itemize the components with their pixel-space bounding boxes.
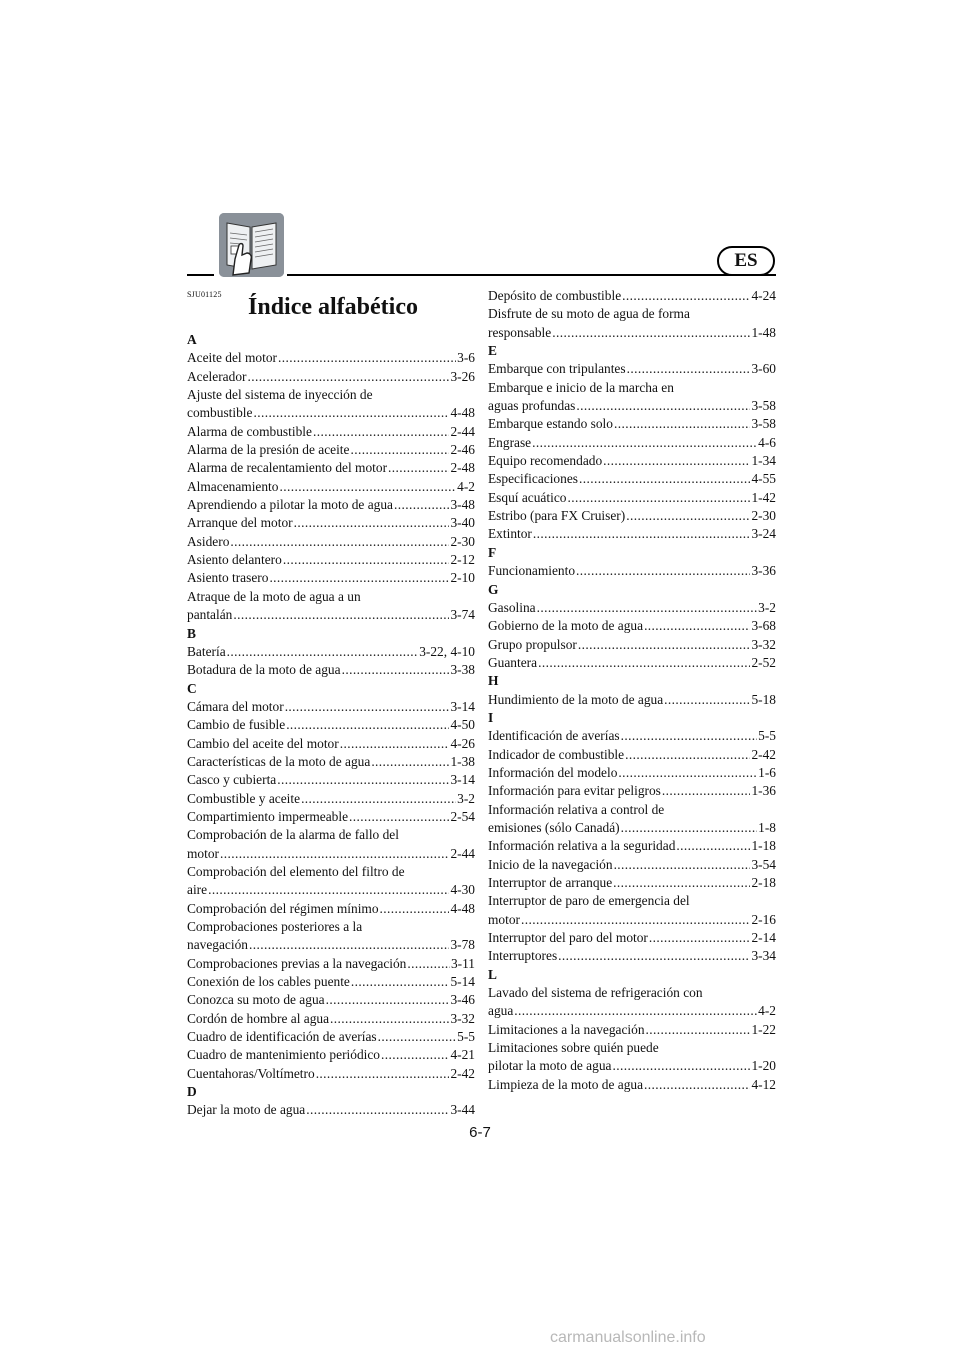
dot-leader [269, 569, 449, 587]
index-entry-text: Grupo propulsor [488, 636, 577, 652]
index-entry [488, 452, 776, 470]
dot-leader [380, 900, 450, 918]
index-page-ref: 4-12 [751, 1076, 776, 1092]
index-entry-text: Combustible y aceite [187, 790, 301, 806]
dot-leader [576, 397, 750, 415]
index-page-ref: 1-48 [751, 324, 776, 340]
index-entry-text: Depósito de combustible [488, 288, 622, 303]
dot-leader [621, 819, 757, 837]
dot-leader [313, 423, 450, 441]
index-page-ref: 1-22 [751, 1021, 776, 1037]
index-page-ref: 1-34 [751, 453, 776, 469]
index-entry-text: Alarma de combustible [187, 423, 312, 439]
index-entry [488, 746, 776, 764]
index-entry-text: Arranque del motor [187, 515, 293, 531]
index-page-ref: 4-30 [450, 882, 475, 898]
index-column-left [187, 331, 475, 1120]
index-entry-text: Casco y cubierta [187, 772, 277, 788]
index-entry [187, 1065, 475, 1083]
index-page-ref: 3-2 [457, 790, 475, 806]
index-entry-text: Interruptor de arranque [488, 875, 613, 890]
index-entry-text: Cambio de fusible [187, 717, 286, 733]
index-page-ref: 2-42 [450, 1065, 475, 1081]
index-entry-text: Funcionamiento [488, 563, 576, 579]
index-entry-text: Asiento trasero [187, 570, 269, 586]
index-entry [488, 636, 776, 654]
dot-leader [676, 837, 750, 855]
index-page-ref: 5-5 [457, 1029, 475, 1045]
index-entry [488, 782, 776, 800]
dot-leader [350, 441, 449, 459]
index-entry-text: Embarque estando solo [488, 416, 613, 432]
dot-leader [626, 507, 750, 525]
dot-leader [612, 1057, 750, 1075]
index-entry [187, 533, 475, 551]
index-letter-heading: C [187, 680, 197, 696]
index-entry [187, 478, 475, 496]
index-page-ref: 3-36 [751, 563, 776, 579]
index-entry [488, 856, 776, 874]
index-entry-text: Conexión de los cables puente [187, 974, 350, 990]
dot-leader [521, 911, 750, 929]
index-entry [488, 470, 776, 488]
index-page-ref: 3-54 [751, 856, 776, 872]
index-entry-text: navegación [187, 937, 248, 953]
index-entry-text: Comprobación de la alarma de fallo del [187, 827, 399, 843]
dot-leader [340, 735, 450, 753]
index-letter-heading: E [488, 343, 497, 359]
index-page-ref: 2-18 [751, 875, 776, 890]
index-entry [488, 379, 776, 416]
index-entry-text: Cuentahoras/Voltímetro [187, 1065, 315, 1081]
index-entry-text: Especificaciones [488, 471, 578, 487]
dot-leader [552, 324, 750, 342]
index-entry [187, 991, 475, 1009]
dot-leader [627, 360, 751, 378]
watermark: carmanualsonline.info [550, 1329, 706, 1346]
index-entry-text: Esquí acuático [488, 489, 567, 505]
dot-leader [614, 856, 751, 874]
dot-leader [378, 1028, 457, 1046]
index-page-ref: 2-12 [450, 552, 475, 568]
index-entry [488, 691, 776, 709]
dot-leader [326, 991, 450, 1009]
index-page-ref: 3-48 [450, 497, 475, 513]
index-entry-text: Embarque e inicio de la marcha en [488, 379, 674, 395]
index-entry-text: Aceite del motor [187, 350, 277, 366]
index-entry-text: Lavado del sistema de refrigeración con [488, 985, 703, 1001]
index-entry [187, 790, 475, 808]
index-entry-text: Interruptor del paro del motor [488, 930, 648, 946]
dot-leader [613, 874, 750, 892]
dot-leader [625, 746, 750, 764]
index-page-ref: 3-26 [450, 368, 475, 384]
dot-leader [306, 1101, 449, 1119]
index-entry-text: motor [187, 845, 219, 861]
dot-leader [394, 496, 449, 514]
index-entry [187, 1010, 475, 1028]
dot-leader [233, 606, 449, 624]
index-entry [187, 955, 475, 973]
index-entry [187, 900, 475, 918]
page-number: 6-7 [469, 1124, 491, 1141]
index-page-ref: 2-30 [751, 508, 776, 524]
index-entry [488, 984, 776, 1021]
index-entry [187, 569, 475, 587]
index-entry [187, 441, 475, 459]
index-entry [187, 551, 475, 569]
dot-leader [253, 404, 449, 422]
dot-leader [220, 845, 449, 863]
index-entry [187, 459, 475, 477]
dot-leader [278, 349, 456, 367]
index-page-ref: 3-44 [450, 1102, 475, 1118]
index-letter-heading: H [488, 673, 499, 689]
index-entry-text: Guantera [488, 654, 538, 670]
index-entry-text: Información relativa a control de [488, 801, 665, 817]
index-column-right [488, 287, 776, 1094]
index-entry-text: Información para evitar peligros [488, 783, 661, 799]
index-entry-text: Batería [187, 643, 226, 659]
index-entry-text: Limpieza de la moto de agua [488, 1076, 644, 1092]
index-letter-heading: F [488, 544, 497, 560]
index-page-ref: 4-55 [751, 471, 776, 487]
dot-leader [286, 716, 449, 734]
index-entry-text: Disfrute de su moto de agua de forma [488, 306, 690, 322]
index-entry-text: Interruptor de paro de emergencia del [488, 893, 690, 909]
index-entry [187, 661, 475, 679]
index-entry [488, 360, 776, 378]
index-entry-text: Embarque con tripulantes [488, 361, 626, 377]
header-rule-left [187, 274, 214, 276]
index-page-ref: 3-74 [450, 607, 475, 623]
index-entry [488, 1021, 776, 1039]
index-page-ref: 4-6 [758, 434, 776, 450]
index-page-ref: 2-10 [450, 570, 475, 586]
index-entry-text: Compartimiento impermeable [187, 808, 349, 824]
dot-leader [579, 470, 750, 488]
index-entry-text: agua [488, 1003, 514, 1019]
index-entry-text: Ajuste del sistema de inyección de [187, 387, 373, 403]
index-page-ref: 1-42 [751, 489, 776, 505]
index-entry [488, 874, 776, 892]
index-page-ref: 3-24 [751, 526, 776, 542]
dot-leader [578, 636, 751, 654]
index-page-ref: 2-16 [751, 911, 776, 927]
index-entry [187, 514, 475, 532]
dot-leader [230, 533, 449, 551]
index-page-ref: 3-46 [450, 992, 475, 1008]
index-page-ref: 2-42 [751, 746, 776, 762]
index-entry-text: Estribo (para FX Cruiser) [488, 508, 626, 524]
index-entry [488, 947, 776, 965]
dot-leader [371, 753, 449, 771]
dot-leader [558, 947, 750, 965]
dot-leader [342, 661, 450, 679]
index-page-ref: 3-58 [751, 416, 776, 432]
index-entry-text: combustible [187, 405, 253, 421]
index-page-ref: 2-30 [450, 533, 475, 549]
index-entry [488, 434, 776, 452]
index-entry-text: Identificación de averías [488, 728, 620, 744]
dot-leader [351, 973, 450, 991]
dot-leader [614, 415, 751, 433]
dot-leader [622, 287, 750, 305]
index-entry-text: Cuadro de mantenimiento periódico [187, 1047, 380, 1063]
index-page-ref: 3-60 [751, 361, 776, 377]
dot-leader [514, 1002, 757, 1020]
index-entry-text: Características de la moto de agua [187, 753, 371, 769]
index-entry [187, 808, 475, 826]
dot-leader [621, 727, 758, 745]
index-entry-text: Asiento delantero [187, 552, 282, 568]
index-entry [488, 837, 776, 855]
index-entry [488, 287, 776, 305]
index-page-ref: 3-22, 4-10 [419, 643, 475, 659]
index-entry [187, 368, 475, 386]
index-entry-text: Dejar la moto de agua [187, 1102, 306, 1118]
index-entry [488, 525, 776, 543]
index-entry-text: responsable [488, 324, 552, 340]
index-entry [488, 507, 776, 525]
index-page-ref: 4-2 [457, 478, 475, 494]
index-page-ref: 3-32 [450, 1010, 475, 1026]
index-letter-heading: I [488, 709, 494, 725]
index-page-ref: 2-52 [751, 654, 776, 670]
index-entry-text: Alarma de recalentamiento del motor [187, 460, 388, 476]
index-page-ref: 3-40 [450, 515, 475, 531]
language-badge: ES [717, 246, 775, 276]
dot-leader [316, 1065, 450, 1083]
dot-leader [294, 514, 450, 532]
dot-leader [533, 525, 751, 543]
index-page-ref: 4-2 [758, 1003, 776, 1019]
index-entry-text: Gobierno de la moto de agua [488, 618, 644, 634]
index-entry-text: Cámara del motor [187, 698, 284, 714]
index-letter-heading: L [488, 966, 497, 982]
dot-leader [301, 790, 456, 808]
dot-leader [644, 617, 750, 635]
dot-leader [283, 551, 450, 569]
index-entry-text: Comprobaciones previas a la navegación [187, 955, 407, 971]
index-entry [187, 826, 475, 863]
index-entry [187, 716, 475, 734]
dot-leader [247, 368, 449, 386]
index-entry-text: Botadura de la moto de agua [187, 662, 341, 678]
index-page-ref: 4-24 [751, 288, 776, 303]
index-entry [488, 1076, 776, 1094]
index-entry [187, 698, 475, 716]
index-page-ref: 3-68 [751, 618, 776, 634]
index-entry-text: Gasolina [488, 599, 536, 615]
index-entry [187, 918, 475, 955]
index-entry-text: pilotar la moto de agua [488, 1058, 612, 1074]
manual-book-icon [219, 213, 284, 277]
index-page-ref: 2-44 [450, 423, 475, 439]
index-page-ref: 4-48 [450, 900, 475, 916]
index-entry-text: Limitaciones sobre quién puede [488, 1040, 659, 1056]
index-letter-heading: A [187, 332, 197, 347]
index-entry-text: Información del modelo [488, 764, 618, 780]
index-entry [488, 892, 776, 929]
index-entry-text: Cambio del aceite del motor [187, 735, 339, 751]
index-entry-text: Inicio de la navegación [488, 856, 613, 872]
index-entry-text: Cuadro de identificación de averías [187, 1029, 377, 1045]
index-page-ref: 1-38 [450, 753, 475, 769]
dot-leader [576, 562, 750, 580]
index-page-ref: 3-14 [450, 698, 475, 714]
index-entry-text: Hundimiento de la moto de agua [488, 691, 664, 707]
index-entry [187, 973, 475, 991]
index-entry [488, 801, 776, 838]
dot-leader [644, 1076, 750, 1094]
index-page-ref: 4-21 [450, 1047, 475, 1063]
index-page-ref: 2-44 [450, 845, 475, 861]
index-entry-text: Engrase [488, 434, 532, 450]
index-page-ref: 2-48 [450, 460, 475, 476]
dot-leader [537, 599, 758, 617]
index-entry [488, 1039, 776, 1076]
index-page-ref: 4-26 [450, 735, 475, 751]
index-page-ref: 2-54 [450, 808, 475, 824]
index-page-ref: 1-36 [751, 783, 776, 799]
index-entry [187, 643, 475, 661]
dot-leader [208, 881, 449, 899]
index-page-ref: 4-48 [450, 405, 475, 421]
dot-leader [388, 459, 449, 477]
dot-leader [249, 936, 449, 954]
index-entry-text: Comprobación del elemento del filtro de [187, 863, 405, 879]
index-entry-text: Equipo recomendado [488, 453, 603, 469]
index-entry [187, 1101, 475, 1119]
index-page-ref: 5-18 [751, 691, 776, 707]
index-page-ref: 2-46 [450, 442, 475, 458]
dot-leader [349, 808, 449, 826]
dot-leader [227, 643, 419, 661]
index-entry-text: Indicador de combustible [488, 746, 625, 762]
index-entry [187, 349, 475, 367]
dot-leader [532, 434, 757, 452]
index-entry [187, 753, 475, 771]
index-letter-heading: B [187, 625, 196, 641]
index-entry-text: Información relativa a la seguridad [488, 838, 676, 854]
index-entry [187, 423, 475, 441]
index-entry-text: Interruptores [488, 948, 558, 964]
dot-leader [538, 654, 750, 672]
index-page-ref: 3-78 [450, 937, 475, 953]
index-entry [488, 727, 776, 745]
index-entry-text: Alarma de la presión de aceite [187, 442, 350, 458]
index-entry [187, 496, 475, 514]
dot-leader [407, 955, 450, 973]
index-entry-text: aguas profundas [488, 398, 576, 414]
dot-leader [381, 1046, 449, 1064]
dot-leader [662, 782, 751, 800]
index-entry-text: Comprobación del régimen mínimo [187, 900, 379, 916]
index-entry [187, 735, 475, 753]
index-entry [187, 588, 475, 625]
index-entry-text: Cordón de hombre al agua [187, 1010, 330, 1026]
dot-leader [285, 698, 450, 716]
index-letter-heading: D [187, 1084, 197, 1100]
index-page-ref: 4-50 [450, 717, 475, 733]
index-entry [187, 771, 475, 789]
index-page-ref: 3-6 [457, 350, 475, 366]
dot-leader [664, 691, 750, 709]
index-page-ref: 3-32 [751, 636, 776, 652]
index-entry-text: Acelerador [187, 368, 247, 384]
index-entry-text: Comprobaciones posteriores a la [187, 919, 363, 934]
index-entry [187, 1046, 475, 1064]
index-entry-text: Conozca su moto de agua [187, 992, 325, 1008]
dot-leader [279, 478, 456, 496]
header-rule-right [287, 274, 776, 276]
index-page-ref: 1-18 [751, 838, 776, 854]
index-entry-text: aire [187, 882, 208, 898]
index-page-ref: 2-14 [751, 930, 776, 946]
index-entry [488, 489, 776, 507]
index-entry-text: motor [488, 911, 520, 927]
index-entry-text: Atraque de la moto de agua a un [187, 588, 361, 604]
index-page-ref: 3-58 [751, 398, 776, 414]
index-letter-heading: G [488, 581, 499, 597]
index-entry-text: Aprendiendo a pilotar la moto de agua [187, 497, 393, 513]
index-page-ref: 3-38 [450, 662, 475, 678]
index-page-ref: 3-11 [450, 955, 475, 971]
index-entry [488, 617, 776, 635]
page-title: Índice alfabético [248, 294, 418, 320]
index-entry [488, 562, 776, 580]
index-page-ref: 3-14 [450, 772, 475, 788]
dot-leader [567, 489, 750, 507]
index-entry [187, 1028, 475, 1046]
index-entry [488, 305, 776, 342]
index-entry-text: Extintor [488, 526, 532, 542]
index-page-ref: 3-34 [751, 948, 776, 964]
dot-leader [649, 929, 751, 947]
index-entry [488, 599, 776, 617]
index-entry [488, 415, 776, 433]
index-page-ref: 5-14 [450, 974, 475, 990]
index-entry-text: emisiones (sólo Canadá) [488, 819, 620, 835]
index-page-ref: 1-20 [751, 1058, 776, 1074]
index-entry [187, 386, 475, 423]
index-entry-text: Almacenamiento [187, 478, 279, 494]
index-page-ref: 1-8 [758, 819, 776, 835]
index-entry [488, 654, 776, 672]
dot-leader [603, 452, 750, 470]
index-entry [488, 764, 776, 782]
index-entry-text: Limitaciones a la navegación [488, 1021, 645, 1037]
dot-leader [277, 771, 449, 789]
index-entry-text: pantalán [187, 607, 233, 623]
dot-leader [330, 1010, 449, 1028]
index-page-ref: 1-6 [758, 764, 776, 780]
index-page-ref: 3-2 [758, 599, 776, 615]
index-entry-text: Asidero [187, 533, 230, 549]
dot-leader [646, 1021, 751, 1039]
document-code: SJU01125 [187, 290, 222, 299]
index-entry [488, 929, 776, 947]
dot-leader [618, 764, 757, 782]
index-page-ref: 5-5 [758, 728, 776, 744]
index-entry [187, 863, 475, 900]
